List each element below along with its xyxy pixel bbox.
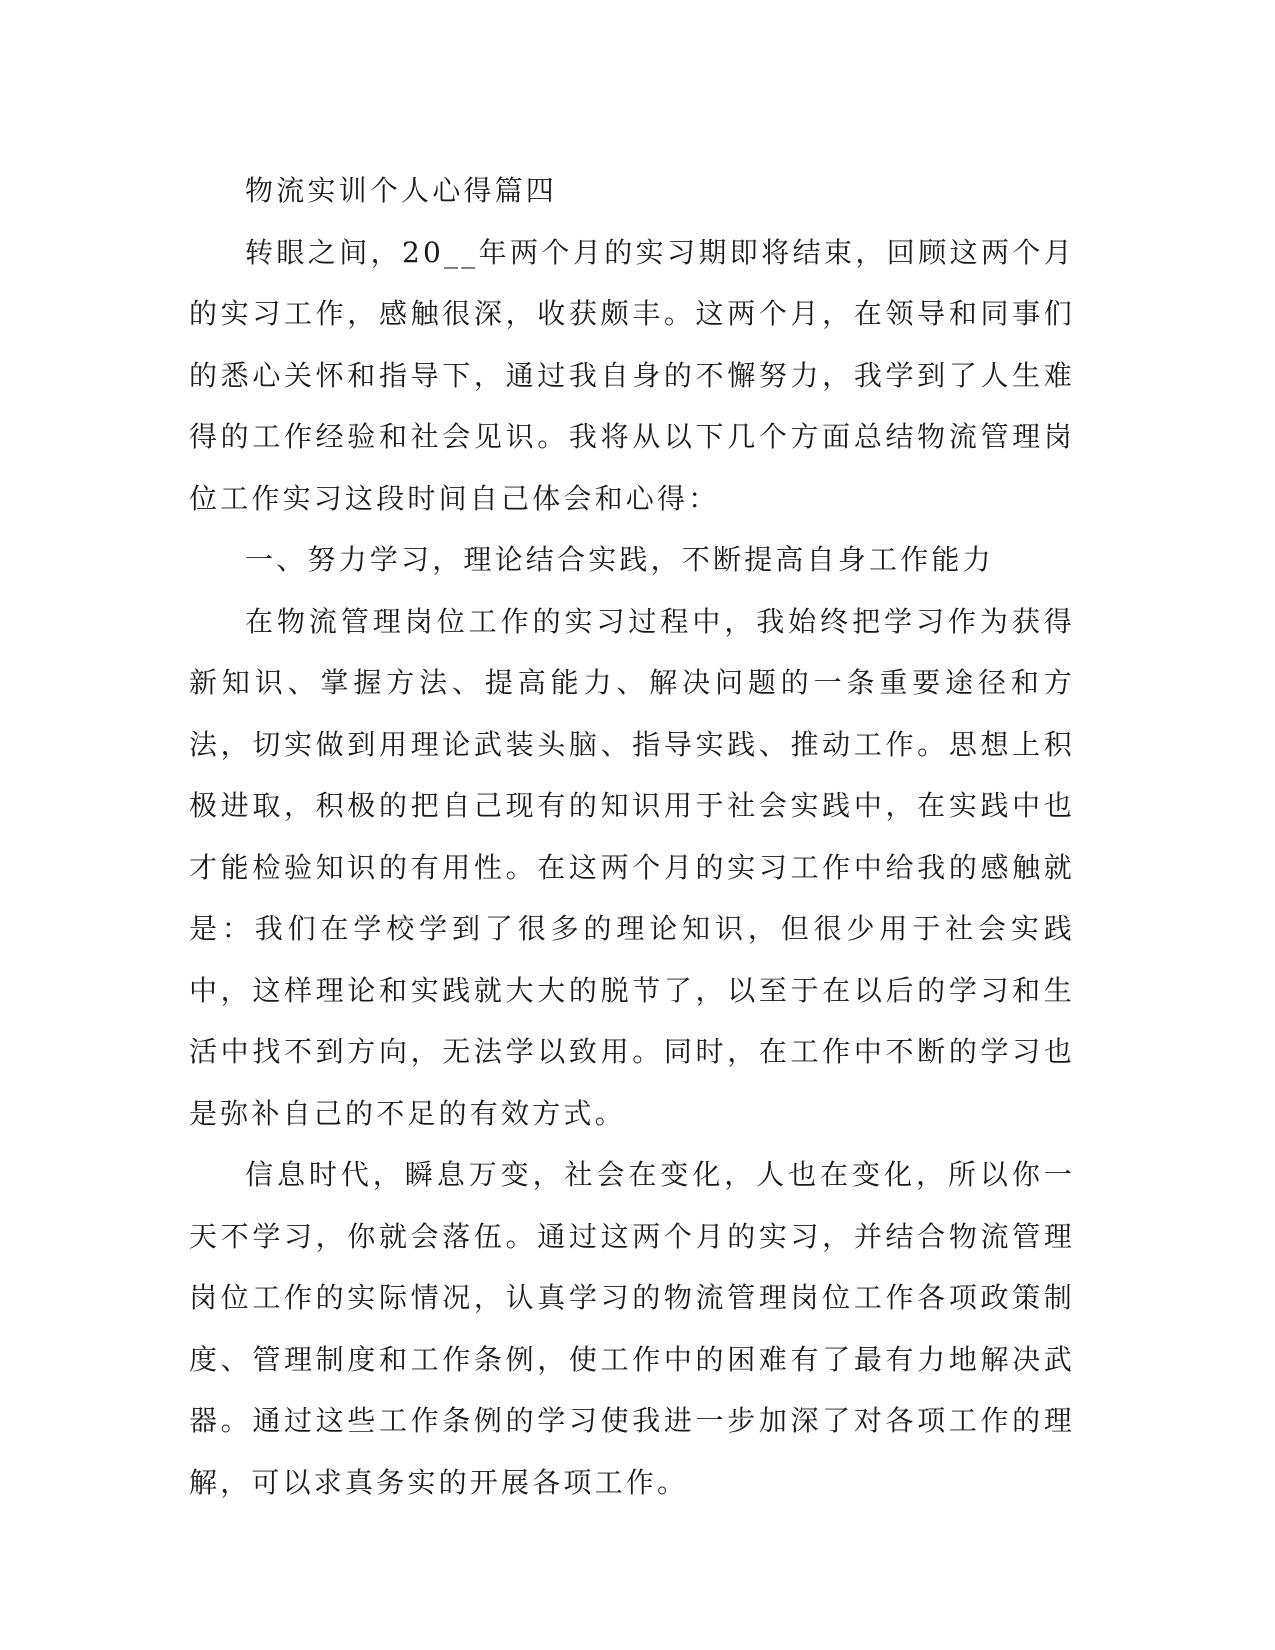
document-body (189, 160, 1075, 1513)
paragraph-study: 在物流管理岗位工作的实习过程中，我始终把学习作为获得新知识、掌握方法、提高能力、解决问题的一条重要途径和方法，切实做到用理论武装头脑、指导实践、推动工作。思想上积极进取，积极的把自己现有的知识用于社会实践中，在实践中也才能检验知识的有用性。在这两个月的实习工作中给我的感触就是：我们在学校学到了很多的理论知识，但很少用于社会实践中，这样理论和实践就大大的脱节了，以至于在以后的学习和生活中找不到方向，无法学以致用。同时，在工作中不断的学习也是弥补自己的不足的有效方式。 (189, 604, 1075, 1130)
paragraph-information-age: 信息时代，瞬息万变，社会在变化，人也在变化，所以你一天不学习，你就会落伍。通过这两个月的实习，并结合物流管理岗位工作的实际情况，认真学习的物流管理岗位工作各项政策制度、管理制度和工作条例，使工作中的困难有了最有力地解决武器。通过这些工作条例的学习使我进一步加深了对各项工作的理解，可以求真务实的开展各项工作。 (189, 1158, 1075, 1499)
paragraph-intro: 转眼之间，20__年两个月的实习期即将结束，回顾这两个月的实习工作，感触很深，收获颇丰。这两个月，在领导和同事们的悉心关怀和指导下，通过我自身的不懈努力，我学到了人生难得的工作经验和社会见识。我将从以下几个方面总结物流管理岗位工作实习这段时间自己体会和心得： (189, 235, 1075, 515)
section-heading-1: 一、努力学习，理论结合实践，不断提高自身工作能力 (245, 543, 994, 576)
document-title: 物流实训个人心得篇四 (245, 174, 558, 207)
